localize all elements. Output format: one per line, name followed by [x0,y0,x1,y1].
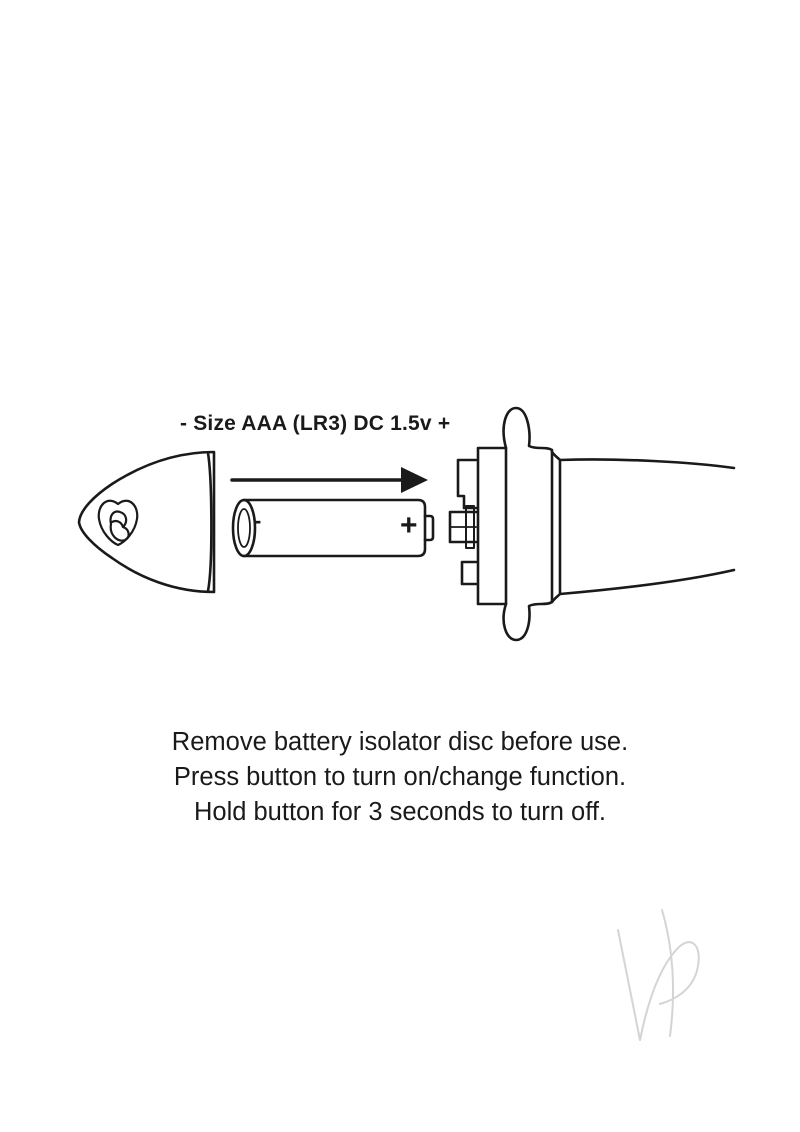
insertion-arrow [232,467,428,493]
end-cap-rim [208,453,211,591]
instruction-line: Hold button for 3 seconds to turn off. [193,798,607,826]
product-body [450,408,734,640]
battery-contact-bottom [462,562,476,584]
battery-size-label: - Size AAA (LR3) DC 1.5v + [180,412,451,435]
instructions [0,725,800,830]
watermark-logo-icon [618,910,699,1040]
instruction-line: Remove battery isolator disc before use. [171,728,629,756]
battery-negative-label: - [254,508,262,533]
shaft-outline [560,459,734,594]
battery-negative-end-inner [238,509,250,547]
battery-body [244,500,425,556]
base-flange-outline [478,408,552,640]
end-cap [79,452,214,592]
brand-logo-icon [99,501,138,545]
battery-contact-top [458,460,476,508]
instruction-line: Press button to turn on/change function. [173,763,627,791]
battery-positive-label: + [400,509,418,542]
